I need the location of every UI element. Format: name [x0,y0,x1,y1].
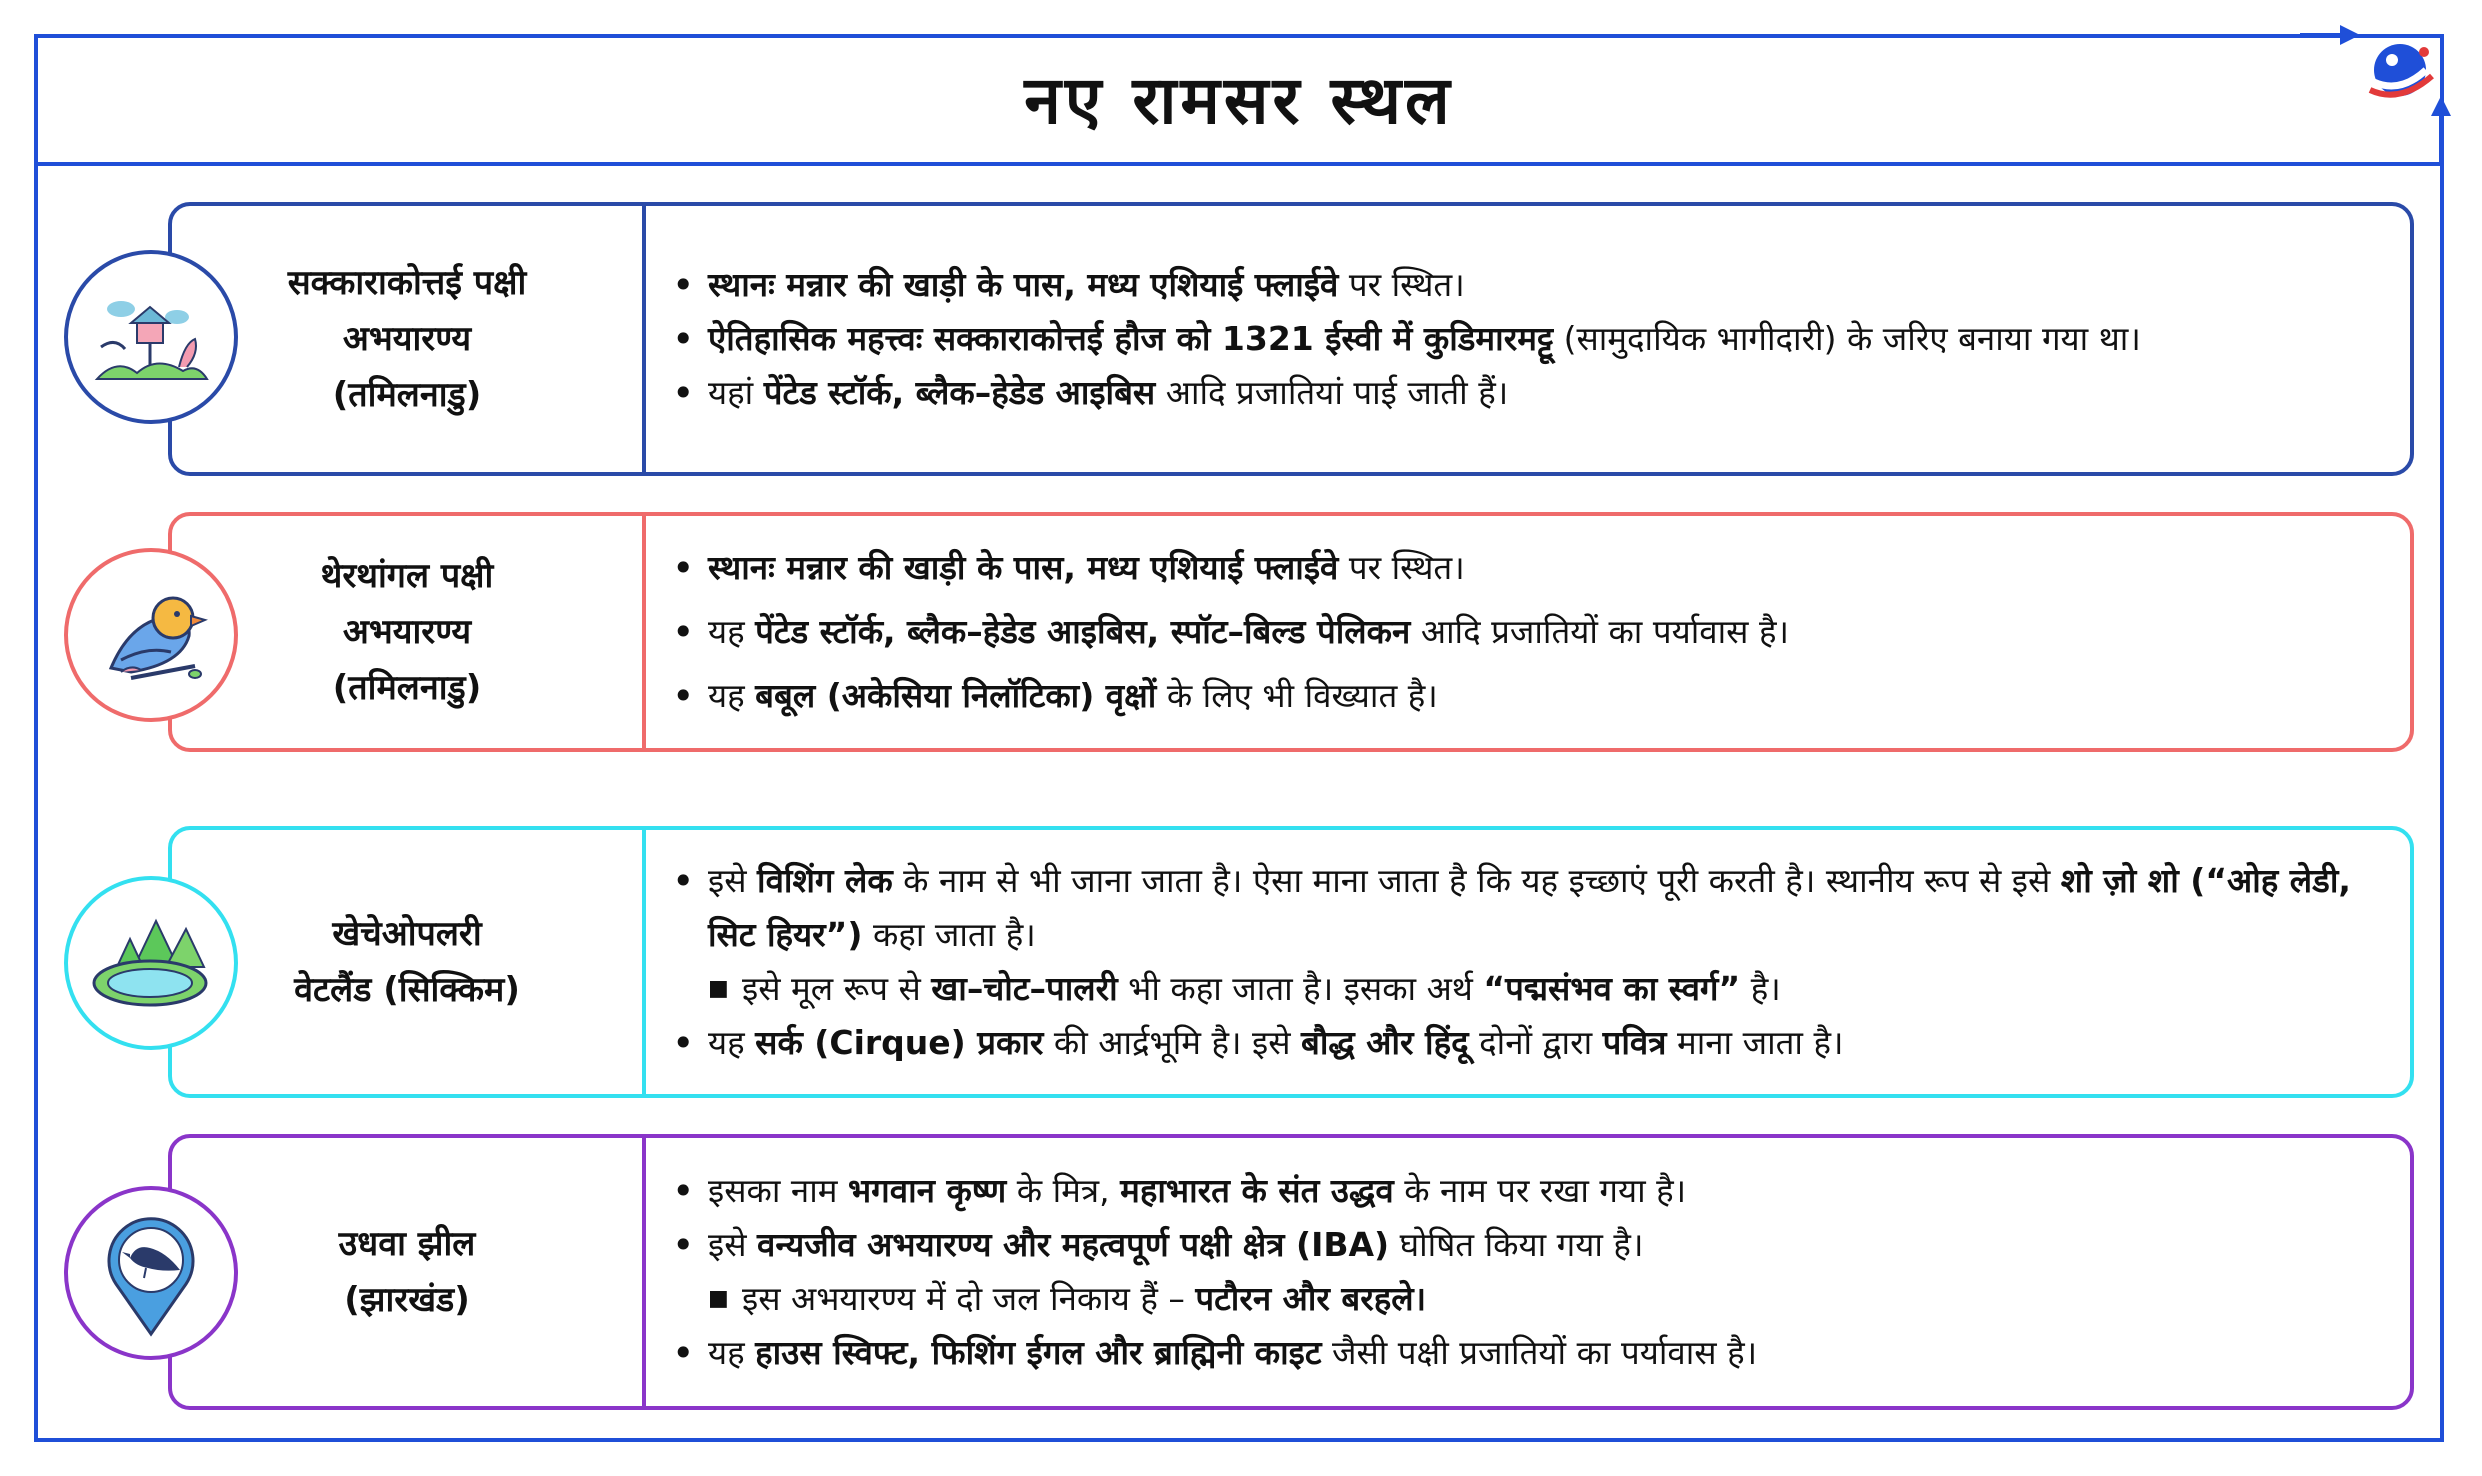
site-name [172,1138,642,1406]
site-points [672,830,2380,1094]
point: • यह बबूल (अकेसिया निलॉटिका) वृक्षों के लिए भी विख्यात है। [672,664,2380,728]
site-name-line: उधवा झील [338,1224,476,1264]
site-name [172,206,642,472]
title-bar [34,34,2444,166]
sub-point: ■ इसे मूल रूप से खा–चोट–पालरी भी कहा जाता है। इसका अर्थ “पद्मसंभव का स्वर्ग” है। [672,962,2380,1016]
point: • इसका नाम भगवान कृष्ण के मित्र, महाभारत के संत उद्धव के नाम पर रखा गया है। [672,1164,2380,1218]
point: • यह हाउस स्विफ्ट, फिशिंग ईगल और ब्राह्मिनी काइट जैसी पक्षी प्रजातियों का पर्यावास है। [672,1326,2380,1380]
point: • इसे वन्यजीव अभयारण्य और महत्वपूर्ण पक्षी क्षेत्र (IBA) घोषित किया गया है। [672,1218,2380,1272]
point: • स्थानः मन्नार की खाड़ी के पास, मध्य एशियाई फ्लाईवे पर स्थित। [672,258,2380,312]
site-name-line: वेटलैंड (सिक्किम) [294,970,520,1010]
brand-logo-icon [2360,30,2440,110]
point: • इसे विशिंग लेक के नाम से भी जाना जाता है। ऐसा माना जाता है कि यह इच्छाएं पूरी करती है। स्थानीय रूप से इसे शो ज़ो शो (“ओह लेडी, सिट हियर”) कहा जाता है। [672,854,2380,962]
site-name-line: (तमिलनाडु) [332,668,482,708]
site-name-line: (तमिलनाडु) [332,375,482,415]
arrow-right-icon [2300,20,2360,50]
site-name-line: अभयारण्य [342,319,472,359]
site-name-line: अभयारण्य [342,612,472,652]
site-card-3 [168,826,2414,1098]
location-bird-icon [64,1186,238,1360]
site-card-1 [168,202,2414,476]
site-card-4 [168,1134,2414,1410]
point: • यह सर्क (Cirque) प्रकार की आर्द्रभूमि है। इसे बौद्ध और हिंदू दोनों द्वारा पवित्र माना जाता है। [672,1016,2380,1070]
site-name-line: (झारखंड) [344,1280,470,1320]
site-points [672,1138,2380,1406]
point: • ऐतिहासिक महत्त्वः सक्काराकोत्तई हौज को 1321 ईस्वी में कुडिमारमट्टू (सामुदायिक भागीदारी) के जरिए बनाया गया था। [672,312,2380,366]
site-points [672,516,2380,748]
site-name-line: सक्काराकोत्तई पक्षी [287,263,527,303]
point: • यह पेंटेड स्टॉर्क, ब्लैक–हेडेड आइबिस, स्पॉट–बिल्ड पेलिकन आदि प्रजातियों का पर्यावास है। [672,600,2380,664]
site-points [672,206,2380,472]
lake-icon [64,876,238,1050]
site-card-2 [168,512,2414,752]
site-name-line: खेचेओपलरी [332,914,482,954]
site-name [172,516,642,748]
site-name-line: थेरथांगल पक्षी [320,556,494,596]
bird-sanctuary-icon [64,250,238,424]
point: • यहां पेंटेड स्टॉर्क, ब्लैक–हेडेड आइबिस आदि प्रजातियां पाई जाती हैं। [672,366,2380,420]
point: • स्थानः मन्नार की खाड़ी के पास, मध्य एशियाई फ्लाईवे पर स्थित। [672,536,2380,600]
page-title: नए रामसर स्थल [1024,62,1454,139]
sub-point: ■ इस अभयारण्य में दो जल निकाय हैं – पटौरन और बरहले। [672,1272,2380,1326]
bird-icon [64,548,238,722]
site-name [172,830,642,1094]
